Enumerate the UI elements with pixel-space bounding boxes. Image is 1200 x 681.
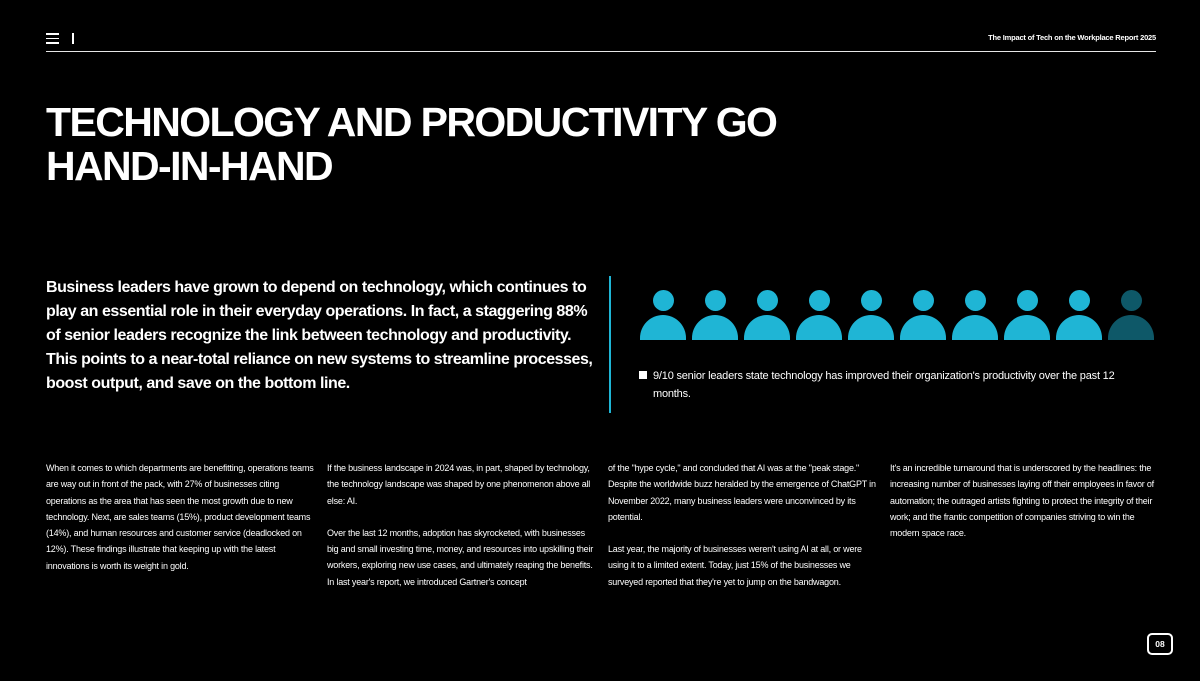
headline-line-1: TECHNOLOGY AND PRODUCTIVITY GO [46, 99, 777, 145]
person-icon [743, 290, 791, 342]
person-icon [899, 290, 947, 342]
person-icon [1055, 290, 1103, 342]
stat-bullet [639, 371, 647, 379]
lead-paragraph: Business leaders have grown to depend on technology, which continues to play an essential role in their everyday operations. In fact, a staggering 88% of senior leaders recognize the link between technology and productivity. This points to a near-total reliance on new systems to streamline processes, boost output, and save on the bottom line. [46, 279, 593, 392]
person-icon [795, 290, 843, 342]
paragraph: When it comes to which departments are benefitting, operations teams are way out in front of the pack, with 27% of businesses citing operations as the area that has seen the most growth due to new technology. Next, are sales teams (15%), product development teams (14%), and human resources and customer service (deadlocked on 12%). These findings illustrate that keeping up with the latest innovations is worth its weight in gold. [46, 463, 314, 571]
paragraph: Over the last 12 months, adoption has skyrocketed, with businesses big and small investing time, money, and resources into upskilling their workers, exploring new use cases, and ultimately reaping the benefits. In last year's report, we introduced Gartner's concept [327, 527, 594, 587]
page-number: 08 [1147, 633, 1173, 655]
paragraph: Last year, the majority of businesses weren't using AI at all, or were using it to a limited extent. Today, just 15% of the businesses we surveyed reported that they're yet to jump on the bandwagon. [608, 544, 862, 587]
stat-caption: 9/10 senior leaders state technology has improved their organization's productivity over the past 12 months. [653, 370, 1115, 400]
person-icon [1003, 290, 1051, 342]
paragraph: of the "hype cycle," and concluded that AI was at the "peak stage." Despite the worldwide buzz heralded by the emergence of ChatGPT in November 2022, many business leaders were unconvinced by its potential. [608, 463, 876, 522]
report-title: The Impact of Tech on the Workplace Report 2025 [988, 33, 1156, 42]
body-column-4 [890, 460, 1158, 557]
people-infographic [639, 290, 1159, 342]
top-bar [46, 30, 1156, 52]
paragraph: If the business landscape in 2024 was, in part, shaped by technology, the technology landscape was shaped by one phenomenon above all else: AI. [327, 463, 591, 506]
page-headline [46, 100, 946, 188]
person-icon [639, 290, 687, 342]
header-divider [72, 33, 74, 44]
menu-icon[interactable] [46, 33, 59, 44]
body-column-1 [46, 460, 314, 590]
body-column-3 [608, 460, 876, 606]
person-icon [951, 290, 999, 342]
person-icon [691, 290, 739, 342]
headline-line-2: HAND-IN-HAND [46, 143, 332, 189]
body-column-2 [327, 460, 595, 606]
paragraph: It's an incredible turnaround that is underscored by the headlines: the increasing number of businesses laying off their employees in favor of automation; the outraged artists fighting to protect the integrity of their work; and the frantic competition of companies striving to win the modern space race. [890, 463, 1154, 539]
person-icon [847, 290, 895, 342]
accent-divider [609, 276, 611, 413]
person-icon [1107, 290, 1155, 342]
